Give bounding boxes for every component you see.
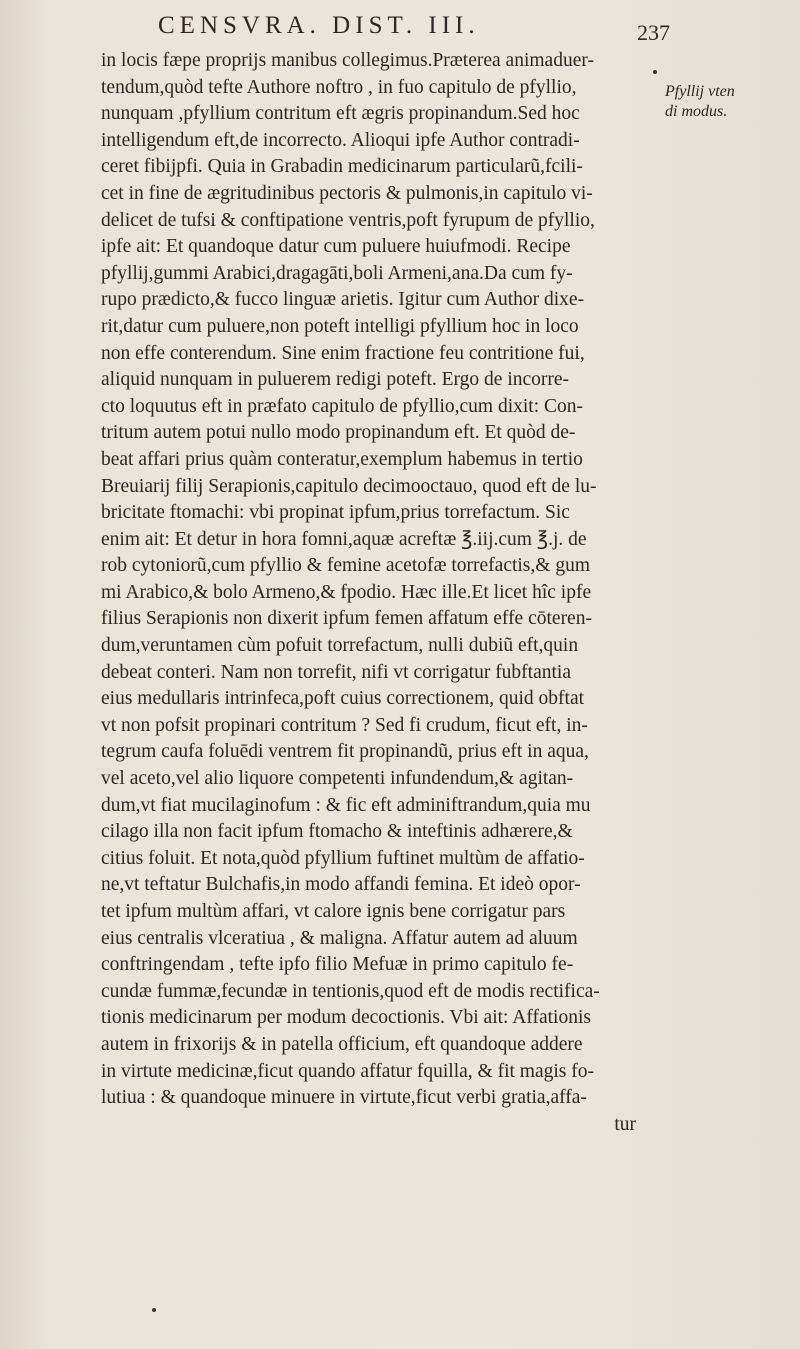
- text-line: rit,datur cum puluere,non poteft intelligi pfyllium hoc in loco: [101, 315, 579, 337]
- margin-note: di modus.: [665, 103, 728, 120]
- text-line: ceret fibijpfi. Quia in Grabadin medicinarum particularũ,fcili-: [101, 156, 583, 178]
- text-line: non effe conterendum. Sine enim fractione feu contritione fui,: [101, 342, 585, 364]
- text-line: rob cytoniorũ,cum pfyllio & femine acetofæ torrefactis,& gum: [101, 555, 590, 577]
- text-line: eius centralis vlceratiua , & maligna. Affatur autem ad aluum: [101, 927, 578, 949]
- text-line: dum,veruntamen cùm pofuit torrefactum, nulli dubiũ eft,quin: [101, 635, 579, 657]
- margin-notes: [665, 58, 795, 122]
- text-line: filius Serapionis non dixerit ipfum femen affatum effe cōteren-: [101, 608, 592, 630]
- page-number: 237: [637, 20, 670, 45]
- text-line: conftringendam , tefte ipfo filio Mefuæ in primo capitulo fe-: [101, 954, 574, 976]
- text-line: tendum,quòd tefte Authore noftro , in fuo capitulo de pfyllio,: [101, 76, 577, 98]
- text-line: cet in fine de ægritudinibus pectoris & pulmonis,in capitulo vi-: [101, 182, 593, 204]
- running-head: CENSVRA. DIST. III.: [158, 12, 480, 39]
- text-line: autem in frixorijs & in patella officium, eft quandoque addere: [101, 1033, 583, 1055]
- text-line: tegrum caufa foluēdi ventrem fit propinandũ, prius eft in aqua,: [101, 741, 589, 763]
- text-line: dum,vt fiat mucilaginofum : & fic eft adminiftrandum,quia mu: [101, 794, 591, 816]
- margin-note: Pfyllij vten: [665, 83, 735, 100]
- text-line: citius foluit. Et nota,quòd pfyllium fuftinet multùm de affatio-: [101, 847, 585, 869]
- margin-dot: [152, 1308, 156, 1312]
- text-line: enim ait: Et detur in hora fomni,aquæ acreftæ ℥.iij.cum ℥.j. de: [101, 528, 587, 550]
- text-line: vel aceto,vel alio liquore competenti infundendum,& agitan-: [101, 768, 574, 790]
- text-line: tritum autem potui nullo modo propinandum eft. Et quòd de-: [101, 422, 576, 444]
- text-line: cto loquutus eft in præfato capitulo de pfyllio,cum dixit: Con-: [101, 395, 584, 417]
- text-line: cilago illa non facit ipfum ftomacho & inteftinis adhærere,&: [101, 821, 573, 843]
- text-line: ipfe ait: Et quandoque datur cum puluere huiufmodi. Recipe: [101, 236, 571, 258]
- text-line: debeat conteri. Nam non torrefit, nifi vt corrigatur fubftantia: [101, 661, 571, 683]
- text-line: Breuiarij filij Serapionis,capitulo decimooctauo, quod eft de lu-: [101, 475, 597, 497]
- text-line: in locis fæpe proprijs manibus collegimus.Præterea animaduer-: [101, 50, 594, 71]
- text-line: pfyllij,gummi Arabici,dragagāti,boli Armeni,ana.Da cum fy-: [101, 262, 573, 284]
- text-line: tet ipfum multùm affari, vt calore ignis bene corrigatur pars: [101, 901, 566, 922]
- text-line: tionis medicinarum per modum decoctionis. Vbi ait: Affationis: [101, 1007, 591, 1029]
- text-line: ne,vt teftatur Bulchafis,in modo affandi femina. Et ideò opor-: [101, 874, 581, 896]
- text-line: rupo prædicto,& fucco linguæ arietis. Igitur cum Author dixe-: [101, 289, 585, 311]
- text-line: delicet de tufsi & conftipatione ventris,poft fyrupum de pfyllio,: [101, 209, 595, 231]
- text-line: lutiua : & quandoque minuere in virtute,ficut verbi gratia,affa-: [101, 1087, 587, 1109]
- text-line: eius medullaris intrinfeca,poft cuius correctionem, quid obftat: [101, 688, 585, 710]
- text-line: nunquam ,pfyllium contritum eft ægris propinandum.Sed hoc: [101, 103, 580, 125]
- page-header: [0, 8, 800, 48]
- catchword: tur: [614, 1113, 636, 1135]
- text-line: beat affari prius quàm conteratur,exemplum habemus in tertio: [101, 448, 583, 470]
- text-line: bricitate ftomachi: vbi propinat ipfum,prius torrefactum. Sic: [101, 502, 570, 524]
- text-line: vt non pofsit propinari contritum ? Sed fi crudum, ficut eft, in-: [101, 714, 588, 736]
- text-line: intelligendum eft,de incorrecto. Alioqui ipfe Author contradi-: [101, 129, 580, 151]
- text-line: cundæ fummæ,fecundæ in tentionis,quod eft de modis rectifica-: [101, 980, 600, 1002]
- text-line: aliquid nunquam in puluerem redigi poteft. Ergo de incorre-: [101, 369, 570, 391]
- text-line: in virtute medicinæ,ficut quando affatur fquilla, & fit magis fo-: [101, 1060, 594, 1082]
- text-line: mi Arabico,& bolo Armeno,& fpodio. Hæc ille.Et licet hîc ipfe: [101, 581, 592, 603]
- body-text: [101, 48, 661, 1138]
